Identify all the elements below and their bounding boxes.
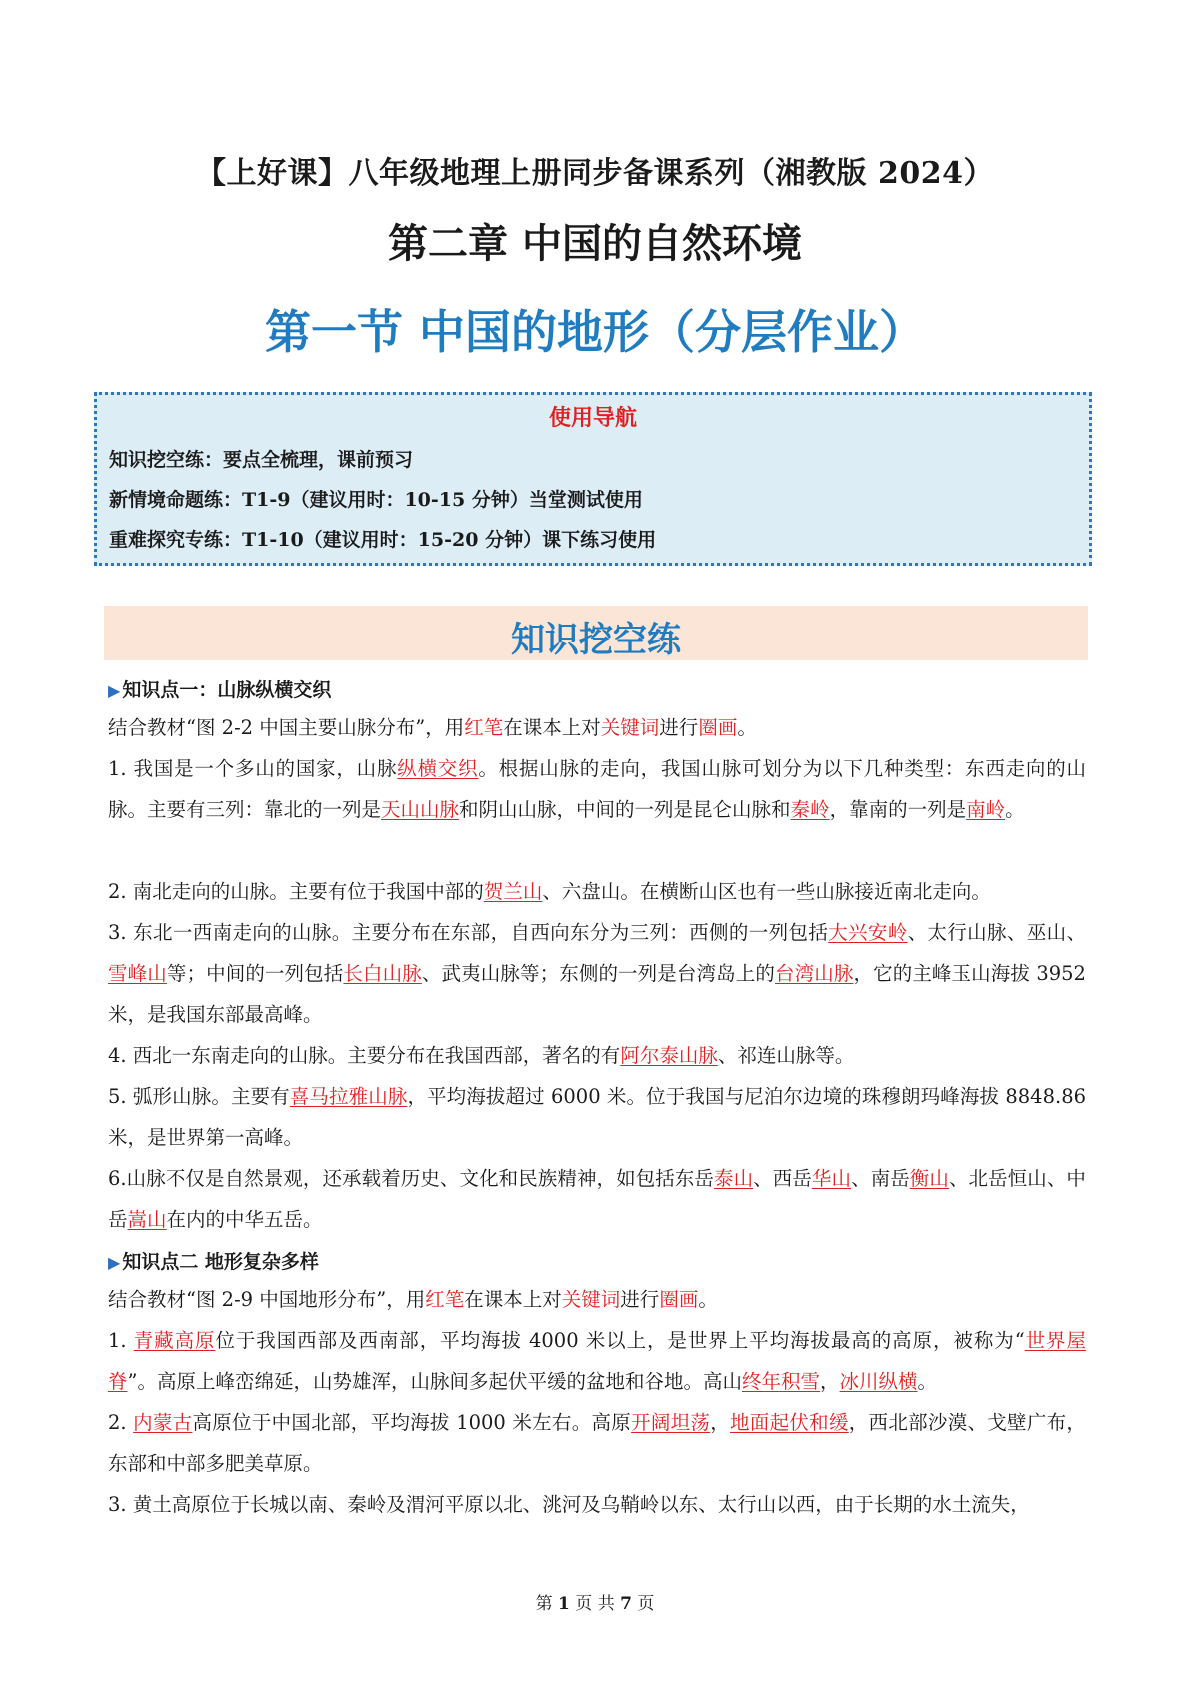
kp2-intro: 结合教材“图 2-9 中国地形分布”，用红笔在课本上对关键词进行圈画。: [108, 1288, 718, 1311]
kp1-paragraph-2: 2. 南北走向的山脉。主要有位于我国中部的贺兰山、六盘山。在横断山区也有一些山脉接近南北走向。: [108, 880, 991, 903]
chapter-title: 第二章 中国的自然环境: [388, 221, 802, 267]
section-banner: [104, 606, 1088, 660]
page-footer: 第 1 页 共 7 页: [535, 1594, 655, 1614]
kp1-paragraph-6: 6.山脉不仅是自然景观，还承载着历史、文化和民族精神，如包括东岳泰山、西岳华山、南岳衡山、北岳恒山、中岳嵩山在内的中华五岳。: [108, 1167, 1086, 1231]
kp1-intro: 结合教材“图 2-2 中国主要山脉分布”，用红笔在课本上对关键词进行圈画。: [108, 716, 757, 739]
kp2-paragraph-3: 3. 黄土高原位于长城以南、秦岭及渭河平原以北、洮河及乌鞘岭以东、太行山以西，由于长期的水土流失，: [108, 1493, 1030, 1516]
kp1-paragraph-4: 4. 西北一东南走向的山脉。主要分布在我国西部，著名的有阿尔泰山脉、祁连山脉等。: [108, 1044, 855, 1067]
nav-title: 使用导航: [548, 406, 637, 431]
triangle-bullet-icon: ▶: [108, 1253, 121, 1272]
nav-line-preview: 知识挖空练：要点全梳理，课前预习: [109, 449, 414, 471]
kp1-paragraph-3: 3. 东北一西南走向的山脉。主要分布在东部，自西向东分为三列：西侧的一列包括大兴安岭、太行山脉、巫山、雪峰山等；中间的一列包括长白山脉、武夷山脉等；东侧的一列是台湾岛上的台湾山脉，它的主峰玉山海拔 3952 米，是我国东部最高峰。: [108, 921, 1086, 1026]
series-title: 【上好课】八年级地理上册同步备课系列（湘教版 2024）: [196, 156, 994, 191]
kp1-paragraph-5: 5. 弧形山脉。主要有喜马拉雅山脉，平均海拔超过 6000 米。位于我国与尼泊尔边境的珠穆朗玛峰海拔 8848.86 米，是世界第一高峰。: [108, 1085, 1087, 1149]
triangle-bullet-icon: ▶: [108, 681, 121, 700]
kp2-paragraph-1: 1. 青藏高原位于我国西部及西南部，平均海拔 4000 米以上，是世界上平均海拔最高的高原，被称为“世界屋脊”。高原上峰峦绵延，山势雄浑，山脉间多起伏平缓的盆地和谷地。高山终年积雪，冰川纵横。: [108, 1329, 1086, 1393]
kp1-paragraph-1: 1. 我国是一个多山的国家，山脉纵横交织。根据山脉的走向，我国山脉可划分为以下几种类型：东西走向的山脉。主要有三列：靠北的一列是天山山脉和阴山山脉，中间的一列是昆仑山脉和秦岭，靠南的一列是南岭。: [108, 757, 1086, 821]
knowledge-point-1-heading: ▶ 知识点一：山脉纵横交织: [108, 679, 332, 701]
nav-line-homework: 重难探究专练：T1-10（建议用时：15-20 分钟）课下练习使用: [109, 529, 657, 551]
knowledge-point-2-heading: ▶ 知识点二 地形复杂多样: [108, 1251, 319, 1273]
kp2-paragraph-2: 2. 内蒙古高原位于中国北部，平均海拔 1000 米左右。高原开阔坦荡，地面起伏和缓，西北部沙漠、戈壁广布，东部和中部多肥美草原。: [108, 1411, 1086, 1475]
banner-title: 知识挖空练: [511, 620, 681, 660]
usage-navigation-box: [94, 392, 1092, 566]
nav-line-class-test: 新情境命题练：T1-9（建议用时：10-15 分钟）当堂测试使用: [109, 489, 643, 511]
section-title: 第一节 中国的地形（分层作业）: [264, 305, 925, 359]
